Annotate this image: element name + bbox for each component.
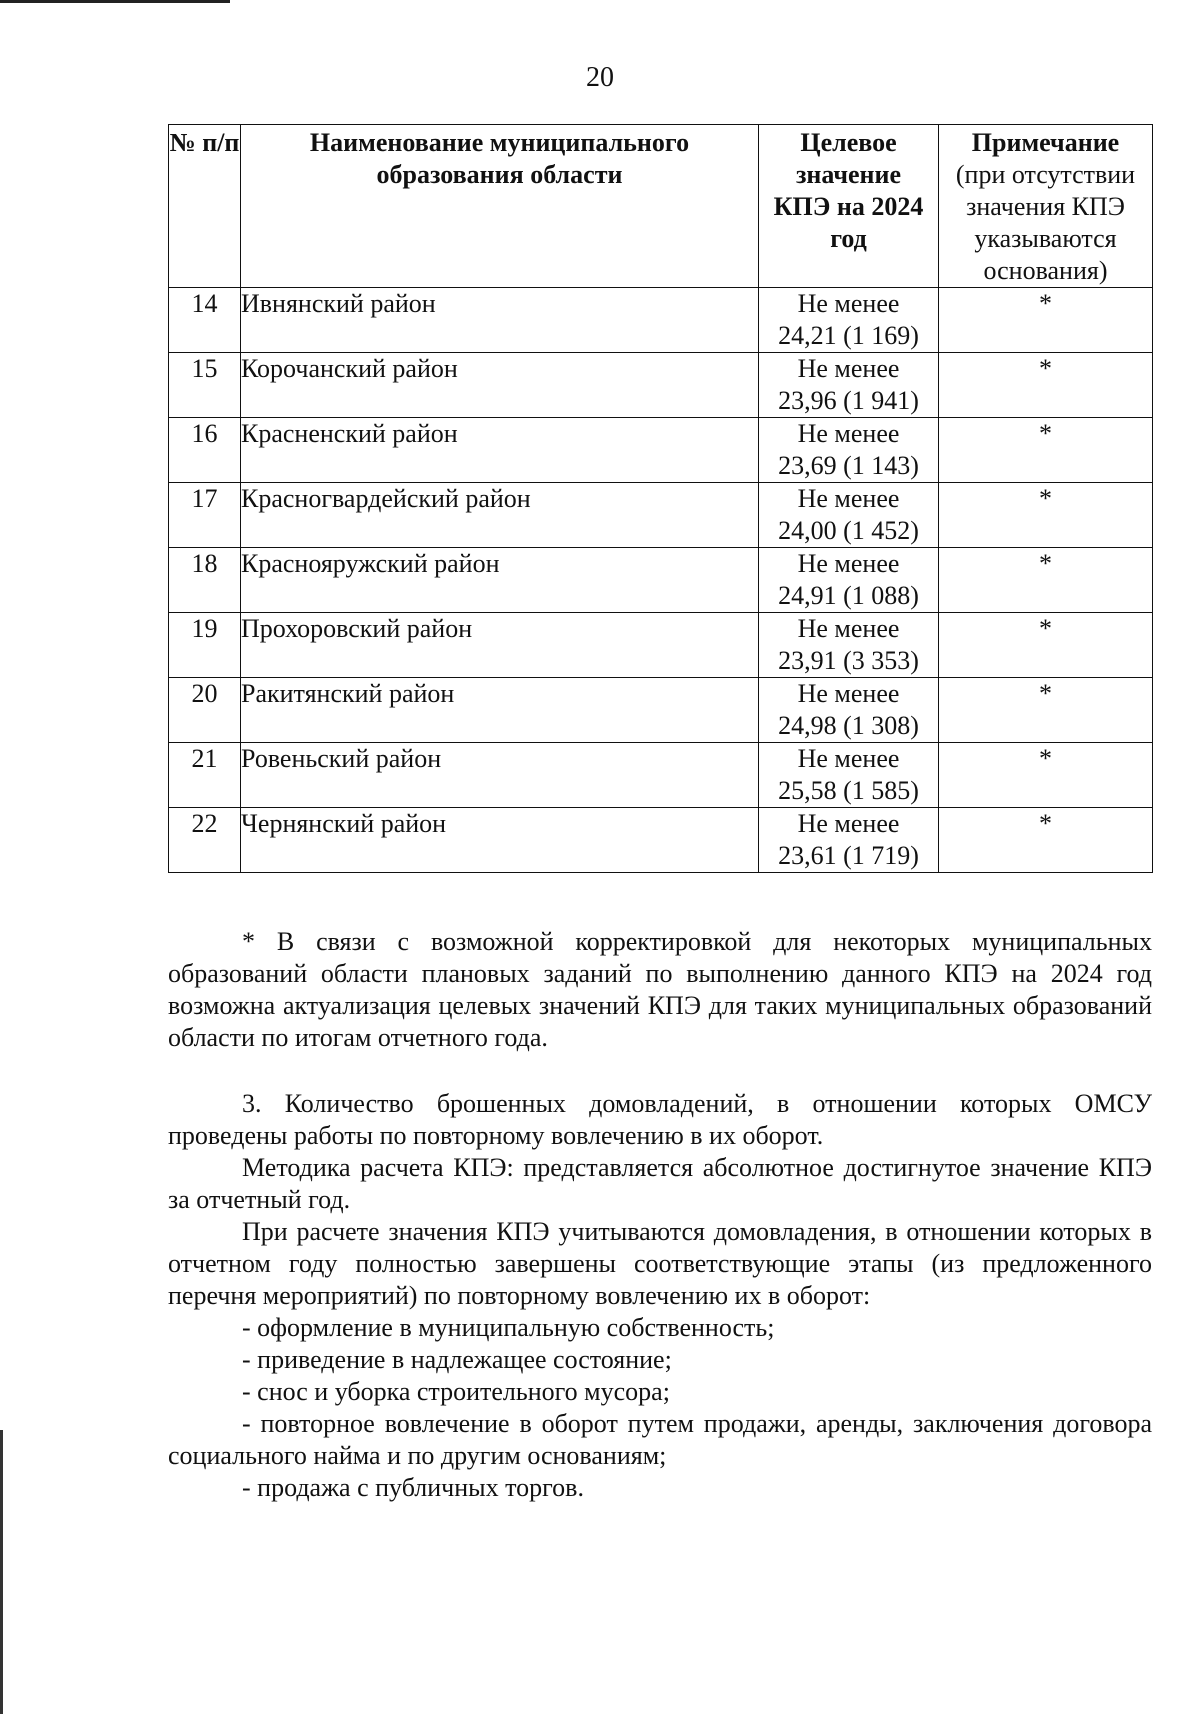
target-value-number: 23,96 (1 941) bbox=[778, 386, 919, 415]
target-value-prefix: Не менее bbox=[797, 484, 900, 513]
header-name: Наименование муниципального образования области bbox=[241, 125, 759, 288]
cell-target-value bbox=[759, 548, 939, 613]
cell-note: * bbox=[939, 353, 1153, 418]
cell-target-value bbox=[759, 353, 939, 418]
target-value-number: 25,58 (1 585) bbox=[778, 776, 919, 805]
footnote-text: * В связи с возможной корректировкой для некоторых муниципальных образований области плановых заданий по выполнению данного КПЭ на 2024 год возможна актуализация целевых значений КПЭ для таких муниципальных образований области по итогам отчетного года. bbox=[168, 927, 1152, 1052]
list-item: - продажа с публичных торгов. bbox=[242, 1473, 584, 1502]
scan-edge-mark-top bbox=[0, 0, 230, 3]
cell-note: * bbox=[939, 483, 1153, 548]
cell-num: 17 bbox=[169, 483, 241, 548]
cell-note: * bbox=[939, 613, 1153, 678]
section-3-list bbox=[168, 1312, 1152, 1504]
cell-target-value bbox=[759, 288, 939, 353]
cell-district-name: Красногвардейский район bbox=[241, 483, 759, 548]
header-note-subtitle: (при отсутствии значения КПЭ указываются основания) bbox=[955, 160, 1136, 285]
cell-target-value bbox=[759, 483, 939, 548]
cell-num: 14 bbox=[169, 288, 241, 353]
target-value-prefix: Не менее bbox=[797, 744, 900, 773]
cell-num: 18 bbox=[169, 548, 241, 613]
target-value-number: 23,91 (3 353) bbox=[778, 646, 919, 675]
header-value: Целевое значение КПЭ на 2024 год bbox=[759, 125, 939, 288]
header-note-title: Примечание bbox=[971, 128, 1120, 157]
list-item: - оформление в муниципальную собственность; bbox=[242, 1313, 775, 1342]
cell-note: * bbox=[939, 418, 1153, 483]
table-row bbox=[169, 353, 1153, 418]
target-value-prefix: Не менее bbox=[797, 549, 900, 578]
cell-district-name: Красненский район bbox=[241, 418, 759, 483]
table-row bbox=[169, 483, 1153, 548]
cell-note: * bbox=[939, 548, 1153, 613]
table-row bbox=[169, 418, 1153, 483]
section-3 bbox=[168, 1088, 1152, 1504]
cell-num: 22 bbox=[169, 808, 241, 873]
target-value-number: 23,69 (1 143) bbox=[778, 451, 919, 480]
cell-target-value bbox=[759, 678, 939, 743]
target-value-prefix: Не менее bbox=[797, 809, 900, 838]
section-3-heading: 3. Количество брошенных домовладений, в отношении которых ОМСУ проведены работы по повторному вовлечению в их оборот. bbox=[168, 1089, 1152, 1150]
cell-target-value bbox=[759, 613, 939, 678]
cell-note: * bbox=[939, 678, 1153, 743]
table-row bbox=[169, 288, 1153, 353]
cell-note: * bbox=[939, 288, 1153, 353]
cell-num: 20 bbox=[169, 678, 241, 743]
scan-edge-mark-left bbox=[0, 1430, 3, 1714]
cell-target-value bbox=[759, 808, 939, 873]
target-value-prefix: Не менее bbox=[797, 354, 900, 383]
cell-num: 19 bbox=[169, 613, 241, 678]
target-value-number: 24,21 (1 169) bbox=[778, 321, 919, 350]
cell-district-name: Ракитянский район bbox=[241, 678, 759, 743]
table-row bbox=[169, 678, 1153, 743]
target-value-number: 24,00 (1 452) bbox=[778, 516, 919, 545]
target-value-prefix: Не менее bbox=[797, 614, 900, 643]
table-row bbox=[169, 548, 1153, 613]
cell-note: * bbox=[939, 743, 1153, 808]
cell-district-name: Чернянский район bbox=[241, 808, 759, 873]
table-row bbox=[169, 808, 1153, 873]
table-row bbox=[169, 613, 1153, 678]
cell-district-name: Ивнянский район bbox=[241, 288, 759, 353]
footnote bbox=[168, 926, 1152, 1054]
target-value-number: 23,61 (1 719) bbox=[778, 841, 919, 870]
header-num: № п/п bbox=[169, 125, 241, 288]
target-value-prefix: Не менее bbox=[797, 419, 900, 448]
page-number: 20 bbox=[586, 62, 614, 93]
cell-district-name: Краснояружский район bbox=[241, 548, 759, 613]
section-3-method: Методика расчета КПЭ: представляется абсолютное достигнутое значение КПЭ за отчетный год. bbox=[168, 1153, 1152, 1214]
cell-note: * bbox=[939, 808, 1153, 873]
target-value-prefix: Не менее bbox=[797, 289, 900, 318]
cell-district-name: Прохоровский район bbox=[241, 613, 759, 678]
table-header-row bbox=[169, 125, 1153, 288]
table-row bbox=[169, 743, 1153, 808]
list-item: - повторное вовлечение в оборот путем продажи, аренды, заключения договора социального найма и по другим основаниям; bbox=[168, 1409, 1152, 1470]
cell-num: 16 bbox=[169, 418, 241, 483]
target-value-prefix: Не менее bbox=[797, 679, 900, 708]
section-3-intro: При расчете значения КПЭ учитываются домовладения, в отношении которых в отчетном году полностью завершены соответствующие этапы (из предложенного перечня мероприятий) по повторному вовлечению их в оборот: bbox=[168, 1217, 1152, 1310]
target-value-number: 24,91 (1 088) bbox=[778, 581, 919, 610]
cell-num: 21 bbox=[169, 743, 241, 808]
cell-district-name: Корочанский район bbox=[241, 353, 759, 418]
table-body bbox=[169, 288, 1153, 873]
list-item: - приведение в надлежащее состояние; bbox=[242, 1345, 672, 1374]
target-value-number: 24,98 (1 308) bbox=[778, 711, 919, 740]
kpe-targets-table bbox=[168, 124, 1153, 873]
cell-num: 15 bbox=[169, 353, 241, 418]
list-item: - снос и уборка строительного мусора; bbox=[242, 1377, 670, 1406]
cell-district-name: Ровеньский район bbox=[241, 743, 759, 808]
header-note bbox=[939, 125, 1153, 288]
cell-target-value bbox=[759, 418, 939, 483]
cell-target-value bbox=[759, 743, 939, 808]
